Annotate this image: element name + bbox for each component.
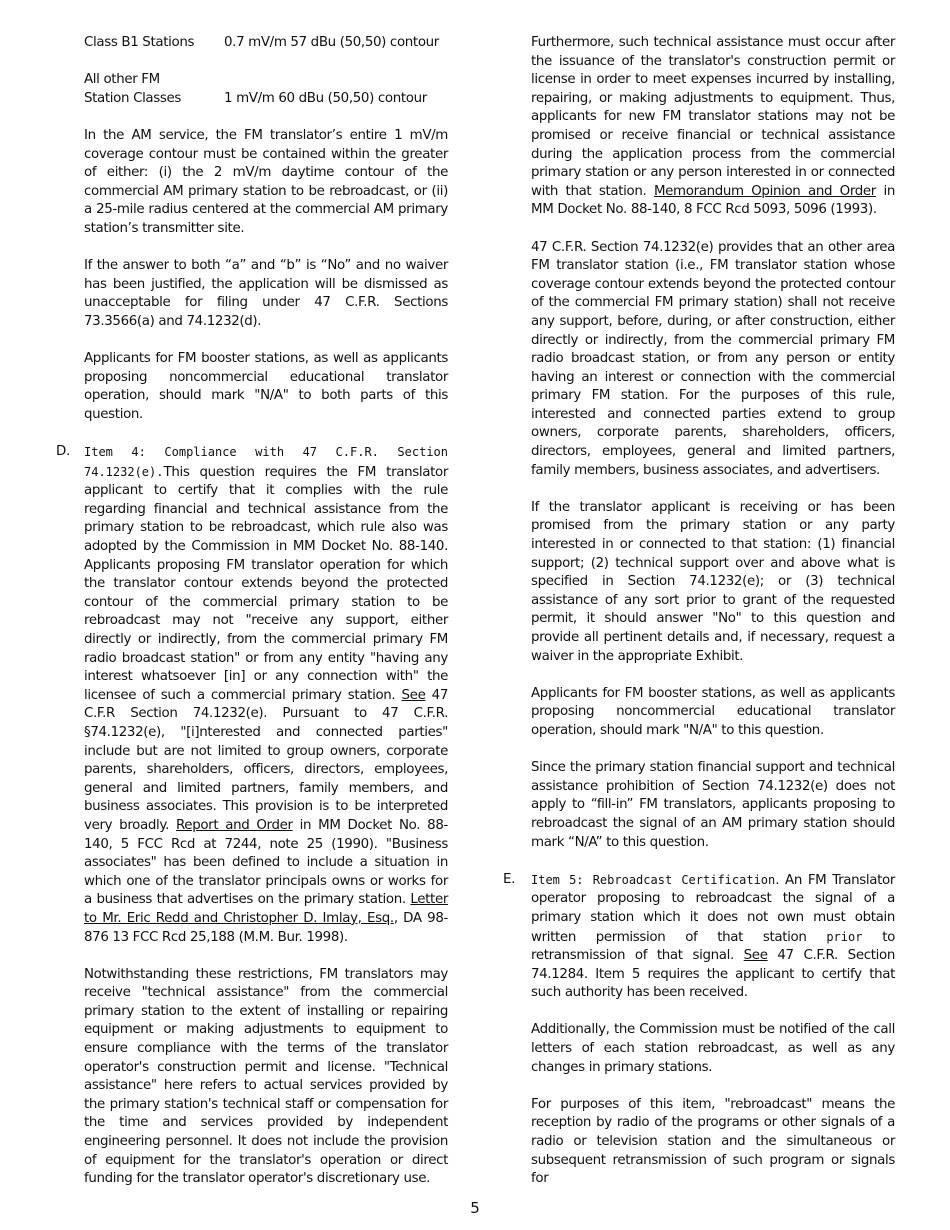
item-e-text: to retransmission of that signal. — [531, 929, 895, 964]
item-e-text: . An FM Translator operator proposing to rebroadcast the signal of a primary station which it does not own must obtain written permission of that station — [531, 872, 895, 945]
item-d-text: 47 C.F.R Section 74.1232(e). Pursuant to 47 C.F.R. §74.1232(e), "[i]nterested and connected parties" include but are not limited to group owners, corporate parents, shareholders, officers, directors, employees, general and limited partners, family members, and business associates. This provision is to be interpreted very broadly. — [84, 687, 448, 833]
item-d-text: , DA 98-876 13 FCC Rcd 25,188 (M.M. Bur. 1998). — [84, 910, 448, 945]
item-e-text: 47 C.F.R. Section 74.1284. Item 5 requires the applicant to certify that such authority has been received. — [531, 948, 895, 1001]
item-d-heading: Item 4: Compliance with 47 C.F.R. Section 74.1232(e). — [84, 445, 448, 479]
no-waiver-paragraph: If the answer to both “a” and “b” is “No” and no waiver has been justified, the application will be dismissed as unacceptable for filing under 47 C.F.R. Sections 73.3566(a) and 74.1232(d). — [84, 258, 448, 329]
letter-citation: Letter to Mr. Eric Redd and Christopher D. Imlay, Esq. — [84, 892, 448, 926]
contour-value: 0.7 mV/m 57 dBu (50,50) contour — [224, 35, 439, 50]
furthermore-text: Furthermore, such technical assistance must occur after the issuance of the translator's construction permit or license in order to meet expenses incurred by installing, repairing, or making adjustments to equipment. Thus, applicants for new FM translator stations may not be promised or receive financial or technical assistance during the application process from the commercial primary station or any person interested in or connected with that station. — [531, 35, 895, 199]
memorandum-citation: Memorandum Opinion and Order — [653, 183, 876, 199]
report-and-order-citation: Report and Order — [175, 817, 293, 833]
item-d-text: This question requires the FM translator applicant to certify that it complies with the rule regarding financial and technical assistance from the primary station to be rebroadcast, which rule also was adopted by the Commission in MM Docket No. 88-140. Applicants proposing FM translator operation for which the translator contour extends beyond the protected contour of the commercial primary station to be rebroadcast may not "receive any support, either directly or indirectly, from the commercial primary FM radio broadcast station" or from any entity "having any interest whatsoever [in] or any connection with" the licensee of such a commercial primary station. — [84, 464, 448, 703]
furthermore-paragraph — [531, 34, 895, 220]
page-number: 5 — [470, 1199, 480, 1217]
contour-row-other-label — [84, 71, 448, 90]
item-d-marker: D. — [56, 444, 70, 460]
furthermore-text: in MM Docket No. 88-140, 8 FCC Rcd 5093, 5096 (1993). — [531, 183, 896, 218]
additionally-paragraph: Additionally, the Commission must be notified of the call letters of each station rebroadcast, as well as any changes in primary stations. — [531, 1022, 895, 1075]
item-d-text: in MM Docket No. 88-140, 5 FCC Rcd at 7244, note 25 (1990). "Business associates" has been defined to include a situation in which one of the translator principals owns or works for a business that advertises on the primary station. — [84, 817, 448, 908]
prior-word: prior — [826, 929, 863, 944]
see-citation: See — [743, 948, 768, 964]
item-e — [503, 871, 895, 1003]
fill-in-paragraph: Since the primary station financial support and technical assistance prohibition of Section 74.1232(e) does not apply to “fill-in” FM translators, applicants proposing to rebroadcast the signal of an AM primary station should mark “N/A” to this question. — [531, 760, 895, 850]
contour-label: Station Classes — [84, 90, 182, 106]
item-e-heading: Item 5: Rebroadcast Certification — [531, 872, 776, 887]
contour-label: Class B1 Stations — [84, 35, 195, 50]
booster-paragraph-right: Applicants for FM booster stations, as well as applicants proposing noncommercial educational translator operation, should mark "N/A" to this question. — [531, 685, 895, 738]
contour-row-other — [84, 90, 448, 109]
booster-paragraph: Applicants for FM booster stations, as well as applicants proposing noncommercial educational translator operation, should mark "N/A" to both parts of this question. — [84, 351, 448, 422]
left-column — [56, 34, 448, 1207]
other-area-paragraph: 47 C.F.R. Section 74.1232(e) provides that an other area FM translator station (i.e., FM translator station whose coverage contour extends beyond the protected contour of the commercial FM primary station) shall not receive any support, before, during, or after construction, either directly or indirectly, from the commercial primary FM radio broadcast station, or from any person or entity having an interest or connection with the commercial primary FM station. For the purposes of this rule, interested and connected parties extend to group owners, corporate parents, shareholders, officers, directors, employees, general and limited partners, family members, business associates, and advertisers. — [531, 239, 895, 478]
technical-assistance-paragraph: Notwithstanding these restrictions, FM translators may receive "technical assistance" from the commercial primary station to the extent of installing or repairing equipment or making adjustments to equipment to ensure compliance with the terms of the translator operator's construction permit and license. "Technical assistance" here refers to actual services provided by the primary station's technical staff or compensation for the time and services provided by independent engineering personnel. It does not include the provision of equipment for the translator's operation or direct funding for the translator operator's discretionary use. — [84, 966, 448, 1187]
promised-paragraph: If the translator applicant is receiving or has been promised from the primary station or any party interested in or connected to that station: (1) financial support; (2) technical support over and above what is specified in Section 74.1232(e); or (3) technical assistance of any sort prior to grant of the requested permit, it should answer "No" to this question and provide all pertinent details and, if necessary, request a waiver in the appropriate Exhibit. — [531, 499, 895, 664]
contour-label-line1: All other FM — [84, 72, 160, 88]
see-citation: See — [401, 687, 426, 703]
item-d — [56, 443, 448, 947]
item-e-marker: E. — [503, 871, 516, 887]
rebroadcast-definition-paragraph: For purposes of this item, "rebroadcast" means the reception by radio of the programs or other signals of a radio or television station and the simultaneous or subsequent retransmission of such program or signals for — [531, 1096, 895, 1187]
right-column — [503, 34, 896, 1207]
contour-row-class-b1 — [84, 34, 448, 53]
contour-value: 1 mV/m 60 dBu (50,50) contour — [224, 90, 427, 106]
am-service-paragraph: In the AM service, the FM translator’s entire 1 mV/m coverage contour must be contained within the greater of either: (i) the 2 mV/m daytime contour of the commercial AM primary station to be rebroadcast, or (ii) a 25-mile radius centered at the commercial AM primary station’s transmitter site. — [84, 127, 448, 236]
